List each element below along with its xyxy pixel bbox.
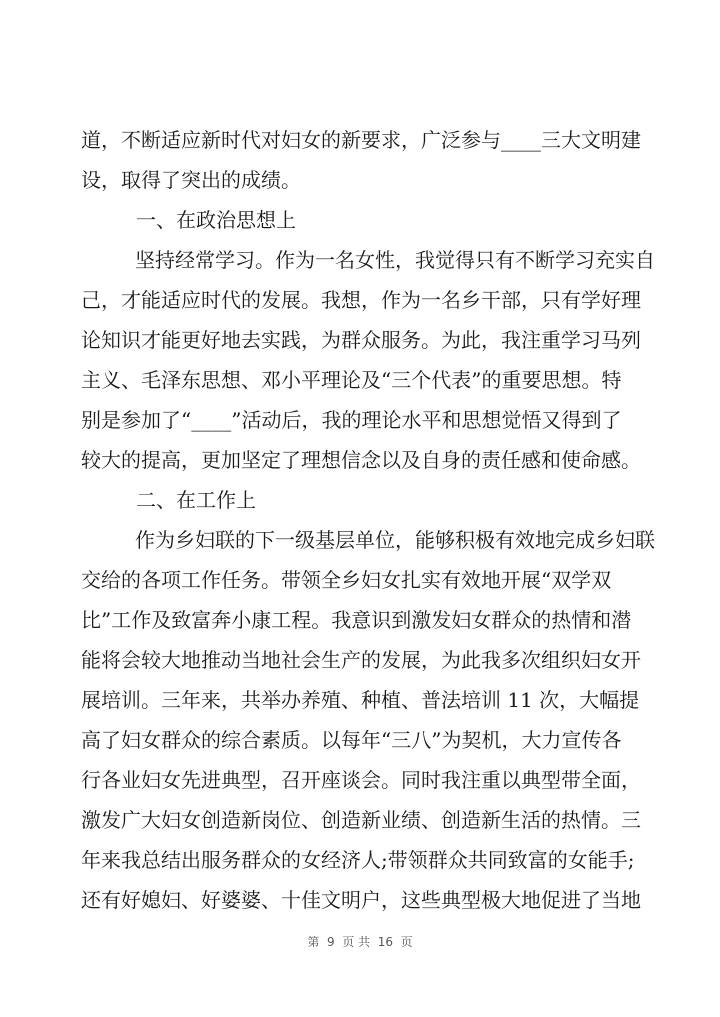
body-line: 年来我总结出服务群众的女经济人;带领群众共同致富的女能手; [81, 848, 635, 872]
body-line: 坚持经常学习。作为一名女性，我觉得只有不断学习充实自 [135, 248, 655, 272]
section-heading: 二、在工作上 [136, 488, 256, 512]
body-line: 行各业妇女先进典型，召开座谈会。同时我注重以典型带全面， [81, 768, 641, 792]
body-line: 设，取得了突出的成绩。 [81, 168, 301, 192]
page-number: 第 9 页 共 16 页 [307, 935, 413, 949]
body-line: 道，不断适应新时代对妇女的新要求，广泛参与____三大文明建 [81, 128, 641, 152]
body-line: 论知识才能更好地去实践，为群众服务。为此，我注重学习马列 [81, 328, 641, 352]
body-line: 较大的提高，更加坚定了理想信念以及自身的责任感和使命感。 [81, 448, 641, 472]
body-line: 还有好媳妇、好婆婆、十佳文明户，这些典型极大地促进了当地 [81, 888, 641, 912]
body-line: 己，才能适应时代的发展。我想，作为一名乡干部，只有学好理 [81, 288, 641, 312]
body-line: 展培训。三年来，共举办养殖、种植、普法培训 11 次，大幅提 [81, 688, 640, 712]
body-line: 能将会较大地推动当地社会生产的发展，为此我多次组织妇女开 [81, 648, 641, 672]
body-line: 交给的各项工作任务。带领全乡妇女扎实有效地开展“双学双 [81, 568, 612, 592]
section-heading: 一、在政治思想上 [136, 208, 296, 232]
body-line: 别是参加了“____”活动后，我的理论水平和思想觉悟又得到了 [81, 408, 622, 432]
body-line: 主义、毛泽东思想、邓小平理论及“三个代表”的重要思想。特 [81, 368, 622, 392]
body-line: 作为乡妇联的下一级基层单位，能够积极有效地完成乡妇联 [135, 528, 655, 552]
body-line: 高了妇女群众的综合素质。以每年“三八”为契机，大力宣传各 [81, 728, 622, 752]
body-line: 比”工作及致富奔小康工程。我意识到激发妇女群众的热情和潜 [81, 608, 632, 632]
body-line: 激发广大妇女创造新岗位、创造新业绩、创造新生活的热情。三 [81, 808, 641, 832]
